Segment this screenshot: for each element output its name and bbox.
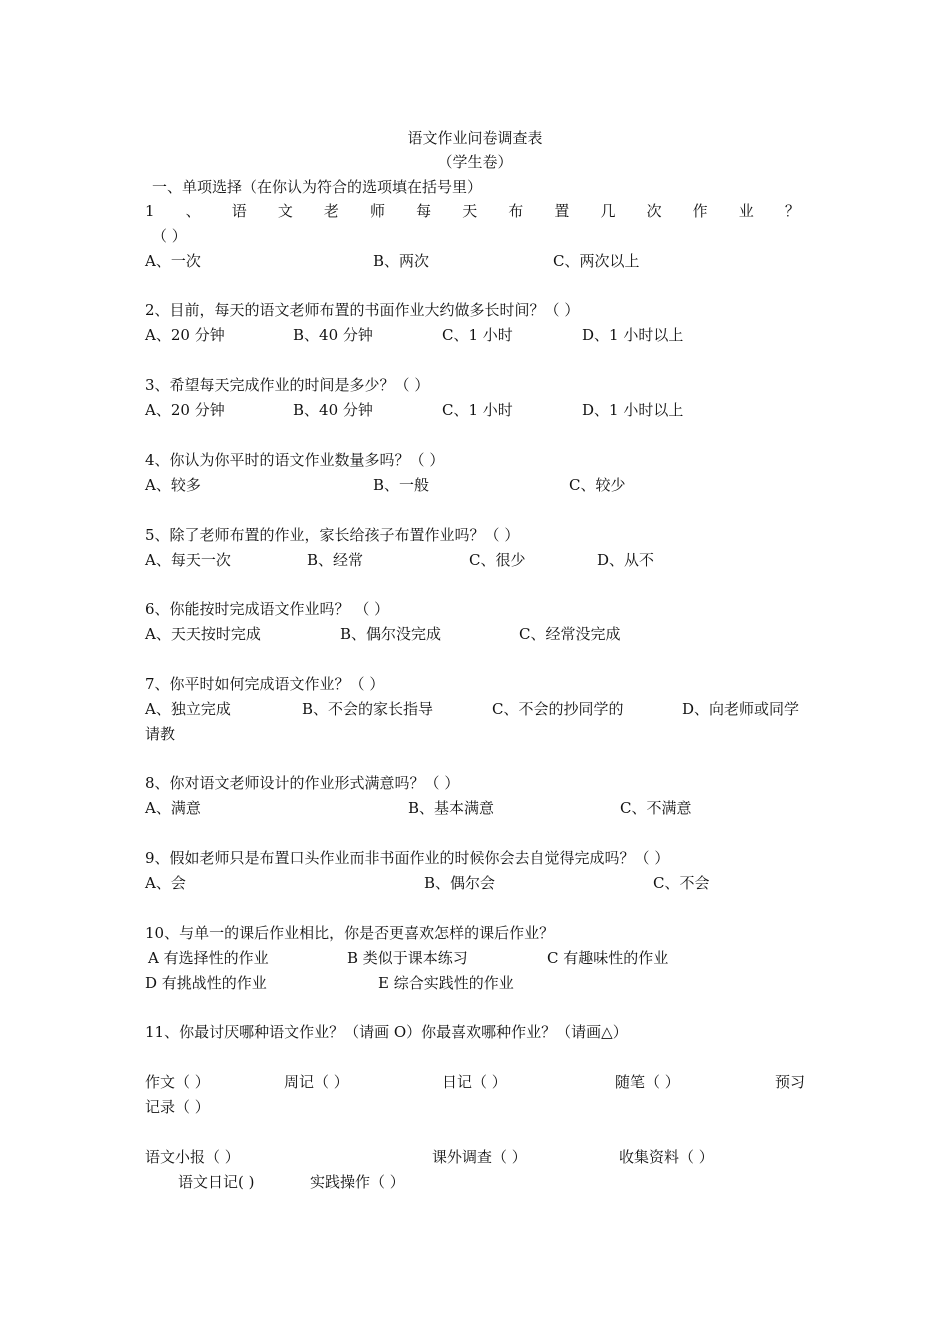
q1-char: 次 [646,202,662,220]
q2-option-b: B、40 分钟 [293,326,373,344]
q7-option-a: A、独立完成 [145,700,231,718]
q1-char: 天 [462,202,478,220]
question-1-blank: （ ） [152,227,187,245]
section-heading: 一、单项选择（在你认为符合的选项填在括号里） [152,178,483,196]
q1-option-a: A、一次 [145,252,201,270]
question-4-text: 4、你认为你平时的语文作业数量多吗？（ ） [145,451,445,469]
q1-char: 布 [508,202,524,220]
q4-option-c: C、较少 [569,476,626,494]
q2-option-a: A、20 分钟 [145,326,225,344]
q9-option-a: A、会 [145,874,186,892]
q1-option-c: C、两次以上 [553,252,640,270]
q2-option-c: C、1 小时 [442,326,513,344]
page-title: 语文作业问卷调查表 [407,129,543,147]
q1-char: 文 [277,202,293,220]
q2-option-d: D、1 小时以上 [582,326,684,344]
q10-option-b: B 类似于课本练习 [347,949,468,967]
q1-char: 作 [692,202,708,220]
q7-option-b: B、不会的家长指导 [302,700,434,718]
q7-option-d: D、向老师或同学 [682,700,800,718]
q1-char: 、 [185,202,201,220]
q8-option-c: C、不满意 [620,799,692,817]
question-2-text: 2、目前，每天的语文老师布置的书面作业大约做多长时间？（ ） [145,301,580,319]
q5-option-a: A、每天一次 [145,551,231,569]
q1-char: 置 [554,202,570,220]
q5-option-d: D、从不 [597,551,655,569]
question-5-text: 5、除了老师布置的作业，家长给孩子布置作业吗？（ ） [145,526,520,544]
q5-option-c: C、很少 [469,551,526,569]
question-11-text: 11、你最讨厌哪种语文作业？（请画 O）你最喜欢哪种作业？（请画△） [145,1023,628,1041]
q11-item-preview: 预习 [775,1073,806,1091]
q7-option-c: C、不会的抄同学的 [492,700,624,718]
q3-option-c: C、1 小时 [442,401,513,419]
q5-option-b: B、经常 [307,551,364,569]
q8-option-a: A、满意 [145,799,201,817]
question-9-text: 9、假如老师只是布置口头作业而非书面作业的时候你会去自觉得完成吗？（ ） [145,849,670,867]
question-8-text: 8、你对语文老师设计的作业形式满意吗？（ ） [145,774,460,792]
q1-char: 语 [231,202,247,220]
q11-item-essay: 作文（ ） [145,1073,210,1091]
q9-option-c: C、不会 [653,874,710,892]
q11-item-collect: 收集资料（ ） [619,1148,714,1166]
question-7-text: 7、你平时如何完成语文作业？（ ） [145,675,385,693]
q1-char: 几 [600,202,616,220]
q11-item-chinese-diary: 语文日记( ) [178,1173,255,1191]
q3-option-b: B、40 分钟 [293,401,373,419]
q1-option-b: B、两次 [373,252,430,270]
question-10-text: 10、与单一的课后作业相比，你是否更喜欢怎样的课后作业？ [145,924,555,942]
page-subtitle: （学生卷） [437,153,513,171]
q11-item-diary: 日记（ ） [442,1073,507,1091]
q1-char: 老 [323,202,339,220]
q11-item-survey: 课外调查（ ） [432,1148,527,1166]
q11-item-preview-continued: 记录（ ） [145,1098,210,1116]
q3-option-d: D、1 小时以上 [582,401,684,419]
question-3-text: 3、希望每天完成作业的时间是多少？（ ） [145,376,430,394]
q10-option-a: A 有选择性的作业 [148,949,269,967]
q11-item-newsletter: 语文小报（ ） [145,1148,240,1166]
q6-option-b: B、偶尔没完成 [340,625,442,643]
q10-option-c: C 有趣味性的作业 [547,949,669,967]
q6-option-c: C、经常没完成 [519,625,621,643]
q10-option-e: E 综合实践性的作业 [378,974,514,992]
q1-char: 每 [416,202,432,220]
q10-option-d: D 有挑战性的作业 [145,974,267,992]
q11-item-practice: 实践操作（ ） [310,1173,405,1191]
q3-option-a: A、20 分钟 [145,401,225,419]
question-6-text: 6、你能按时完成语文作业吗？ （ ） [145,600,390,618]
question-1-text [145,201,800,221]
q9-option-b: B、偶尔会 [424,874,496,892]
q7-option-d-continued: 请教 [145,725,176,743]
q11-item-weekly-journal: 周记（ ） [284,1073,349,1091]
q1-char: 师 [370,202,386,220]
q6-option-a: A、天天按时完成 [145,625,261,643]
q1-char: 业 [738,202,754,220]
q4-option-b: B、一般 [373,476,430,494]
q11-item-essay-notes: 随笔（ ） [615,1073,680,1091]
q4-option-a: A、较多 [145,476,201,494]
q8-option-b: B、基本满意 [408,799,495,817]
q1-char: 1 [145,202,155,220]
q1-char: ？ [784,202,800,220]
